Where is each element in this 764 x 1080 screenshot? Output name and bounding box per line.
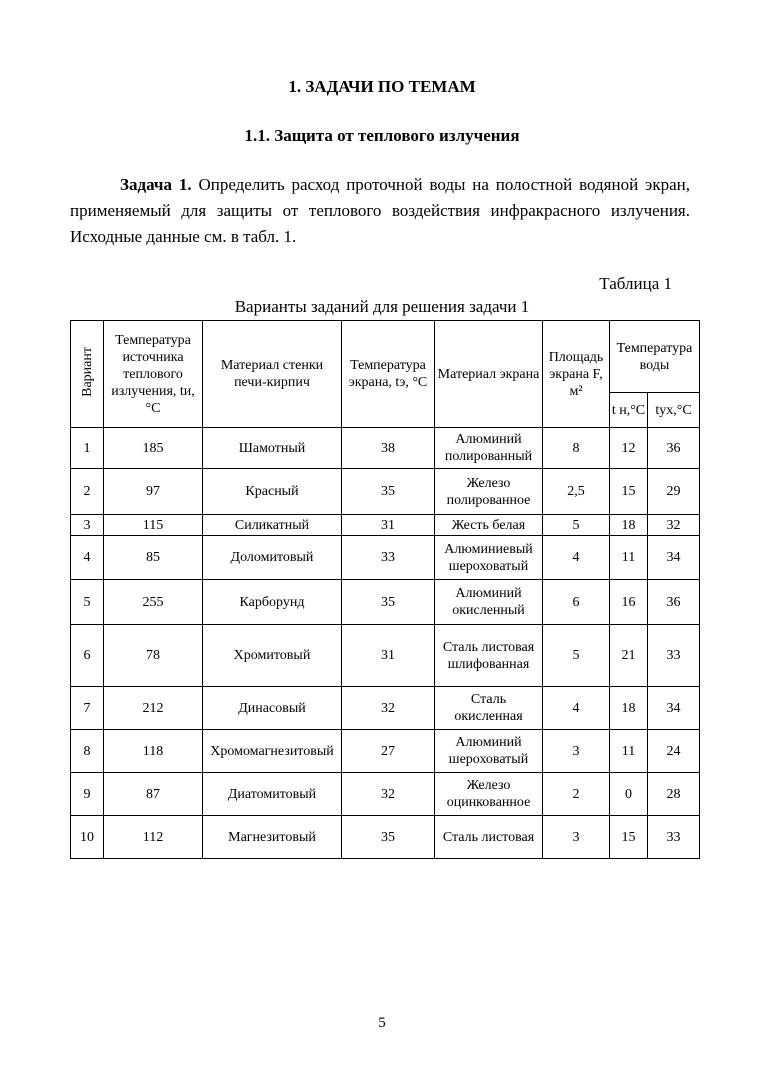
page-number: 5: [378, 1015, 386, 1031]
table-row: [71, 580, 700, 625]
table-cell: Диатомитовый: [203, 773, 342, 816]
table-cell: 85: [104, 536, 203, 580]
table-row: [71, 687, 700, 730]
table-cell: 21: [610, 625, 648, 687]
table-cell: Железо оцинкованное: [435, 773, 543, 816]
task-paragraph: [70, 172, 690, 250]
table-cell: 15: [610, 469, 648, 515]
table-row: [71, 536, 700, 580]
header-water: Температура воды: [610, 321, 700, 393]
table-row: [71, 730, 700, 773]
table-cell: 38: [342, 428, 435, 469]
table-cell: 5: [543, 625, 610, 687]
table-cell: 15: [610, 816, 648, 859]
table-cell: 33: [342, 536, 435, 580]
table-cell: 6: [71, 625, 104, 687]
table-cell: 3: [543, 730, 610, 773]
table-cell: Шамотный: [203, 428, 342, 469]
table-cell: Жесть белая: [435, 515, 543, 536]
table-cell: Алюминий полированный: [435, 428, 543, 469]
table-row: [71, 773, 700, 816]
table-cell: Красный: [203, 469, 342, 515]
header-screen-material: Материал экрана: [435, 321, 543, 428]
table-cell: 255: [104, 580, 203, 625]
table-cell: 34: [648, 536, 700, 580]
table-cell: 97: [104, 469, 203, 515]
table-cell: 0: [610, 773, 648, 816]
table-cell: 9: [71, 773, 104, 816]
table-cell: 4: [71, 536, 104, 580]
task-label: Задача 1.: [120, 175, 192, 194]
table-row: [71, 515, 700, 536]
table-cell: Хромомагнезитовый: [203, 730, 342, 773]
variants-table: [70, 320, 700, 859]
table-cell: 12: [610, 428, 648, 469]
table-cell: 112: [104, 816, 203, 859]
table-caption: Варианты заданий для решения задачи 1: [234, 297, 530, 316]
table-cell: Алюминий шероховатый: [435, 730, 543, 773]
table-row: [71, 469, 700, 515]
table-cell: 10: [71, 816, 104, 859]
table-cell: Сталь листовая: [435, 816, 543, 859]
header-screen-temp: Температура экрана, tэ, °С: [342, 321, 435, 428]
table-cell: 16: [610, 580, 648, 625]
table-cell: 185: [104, 428, 203, 469]
table-row: [71, 816, 700, 859]
table-cell: Железо полированное: [435, 469, 543, 515]
table-cell: 7: [71, 687, 104, 730]
table-cell: 35: [342, 469, 435, 515]
table-cell: 118: [104, 730, 203, 773]
table-cell: 18: [610, 515, 648, 536]
table-cell: 28: [648, 773, 700, 816]
table-cell: 33: [648, 625, 700, 687]
table-label: Таблица 1: [599, 274, 672, 293]
table-cell: 115: [104, 515, 203, 536]
table-row: [71, 428, 700, 469]
table-cell: 2: [71, 469, 104, 515]
table-cell: 32: [648, 515, 700, 536]
table-cell: 4: [543, 536, 610, 580]
table-row: [71, 625, 700, 687]
table-cell: 32: [342, 687, 435, 730]
table-cell: 36: [648, 580, 700, 625]
table-cell: 78: [104, 625, 203, 687]
table-cell: 29: [648, 469, 700, 515]
table-cell: Динасовый: [203, 687, 342, 730]
table-cell: 2,5: [543, 469, 610, 515]
table-cell: Алюминиевый шероховатый: [435, 536, 543, 580]
table-cell: 31: [342, 515, 435, 536]
table-cell: 33: [648, 816, 700, 859]
table-cell: 87: [104, 773, 203, 816]
table-cell: 2: [543, 773, 610, 816]
table-cell: 31: [342, 625, 435, 687]
header-tux: tух,°С: [648, 393, 700, 428]
table-cell: Хромитовый: [203, 625, 342, 687]
task-text: Определить расход проточной воды на полостной водяной экран, применяемый для защиты от теплового воздействия инфракрасного излучения. Исходные данные см. в табл. 1.: [70, 175, 690, 246]
header-source-temp: Температура источника теплового излучения, tи, °С: [104, 321, 203, 428]
table-cell: 3: [543, 816, 610, 859]
table-cell: 24: [648, 730, 700, 773]
table-cell: Карборунд: [203, 580, 342, 625]
table-cell: 11: [610, 536, 648, 580]
table-cell: Магнезитовый: [203, 816, 342, 859]
table-cell: 35: [342, 816, 435, 859]
table-cell: 27: [342, 730, 435, 773]
table-cell: 3: [71, 515, 104, 536]
table-cell: 8: [543, 428, 610, 469]
table-cell: 4: [543, 687, 610, 730]
section-heading: 1. ЗАДАЧИ ПО ТЕМАМ: [288, 77, 476, 96]
header-area: Площадь экрана F, м²: [543, 321, 610, 428]
table-cell: Сталь окисленная: [435, 687, 543, 730]
table-cell: 34: [648, 687, 700, 730]
table-cell: 5: [543, 515, 610, 536]
table-cell: 11: [610, 730, 648, 773]
header-wall: Материал стенки печи-кирпич: [203, 321, 342, 428]
table-cell: 6: [543, 580, 610, 625]
table-cell: Алюминий окисленный: [435, 580, 543, 625]
table-cell: 18: [610, 687, 648, 730]
header-variant: Вариант: [79, 346, 95, 397]
table-cell: Силикатный: [203, 515, 342, 536]
table-cell: 5: [71, 580, 104, 625]
header-tn: t н,°С: [610, 393, 648, 428]
table-cell: 32: [342, 773, 435, 816]
table-cell: 35: [342, 580, 435, 625]
table-cell: Доломитовый: [203, 536, 342, 580]
table-cell: Сталь листовая шлифованная: [435, 625, 543, 687]
table-cell: 1: [71, 428, 104, 469]
table-cell: 212: [104, 687, 203, 730]
table-cell: 8: [71, 730, 104, 773]
table-cell: 36: [648, 428, 700, 469]
subsection-heading: 1.1. Защита от теплового излучения: [244, 126, 520, 145]
